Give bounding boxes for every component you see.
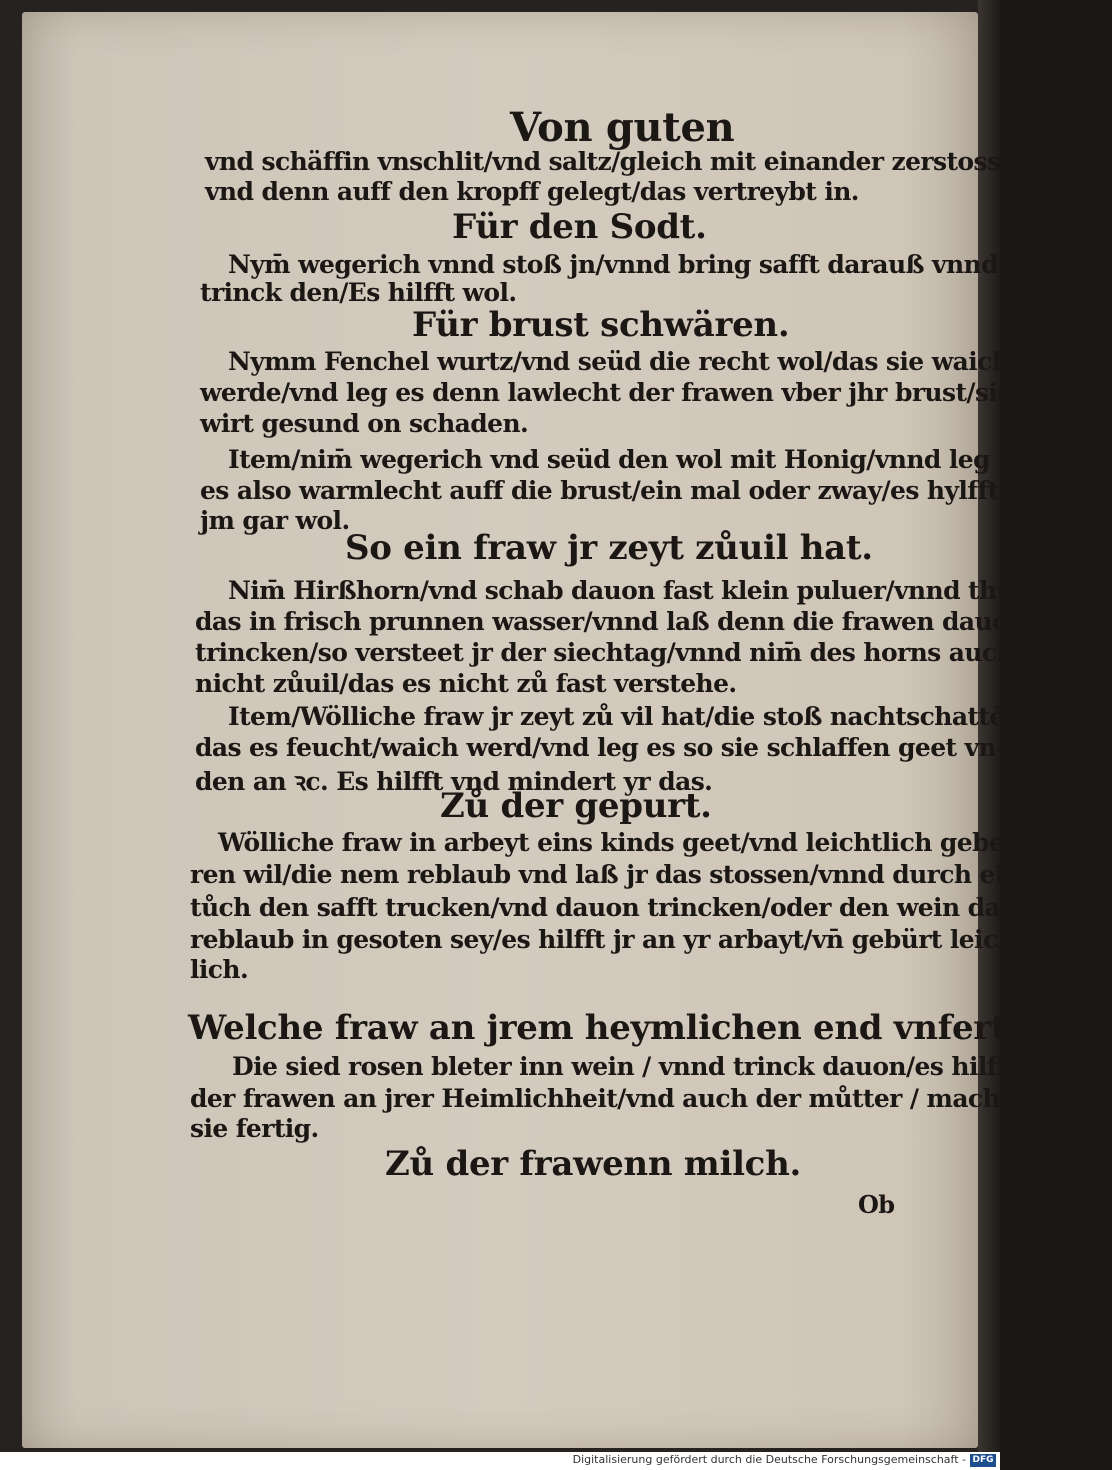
text-line: werde/vnd leg es denn lawlecht der frawen vber jhr brust/sie [200, 378, 1013, 407]
text-line: reblaub in gesoten sey/es hilfft jr an yr arbayt/vn̄ gebürt leicht [190, 925, 1027, 954]
section-heading: Für den Sodt. [452, 207, 707, 247]
text-line: vnd schäffin vnschlit/vnd saltz/gleich mit einander zerstossenn [205, 147, 1051, 176]
text-line: tůch den safft trucken/vnd dauon trincken/oder den wein da [190, 893, 1001, 922]
text-line: der frawen an jrer Heimlichheit/vnd auch der můtter / macht [190, 1084, 1012, 1113]
text-line: sie fertig. [190, 1114, 319, 1143]
text-line: jm gar wol. [200, 506, 350, 535]
text-line: lich. [190, 955, 249, 984]
funding-credit: Digitalisierung gefördert durch die Deutsche Forschungsgemeinschaft - [572, 1453, 966, 1466]
text-line: trincken/so versteet jr der siechtag/vnnd nim̄ des horns auch [195, 638, 1015, 667]
text-line: trinck den/Es hilfft wol. [200, 278, 517, 307]
dfg-logo-icon: DFG [970, 1454, 996, 1467]
section-heading: Zů der frawenn milch. [385, 1144, 802, 1184]
section-heading: Zů der gepurt. [440, 786, 712, 826]
section-heading: Welche fraw an jrem heymlichen end vnfertig ist. [188, 1008, 1112, 1048]
footer-bar [0, 1452, 1000, 1470]
text-line: Die sied rosen bleter inn wein / vnnd trinck dauon/es hilfft [232, 1052, 1019, 1081]
text-line: den an ꝛc. Es hilfft vnd mindert yr das. [195, 767, 713, 796]
section-heading: Für brust schwären. [412, 305, 790, 345]
text-line: Nymm Fenchel wurtz/vnd seüd die recht wol/das sie waich [228, 347, 1010, 376]
text-line: vnd denn auff den kropff gelegt/das vertreybt in. [205, 177, 859, 206]
text-line: das es feucht/waich werd/vnd leg es so sie schlaffen geet vn- [195, 733, 1006, 762]
text-line: Item/nim̄ wegerich vnd seüd den wol mit Honig/vnnd leg [228, 445, 990, 474]
text-line: nicht zůuil/das es nicht zů fast verstehe. [195, 669, 737, 698]
text-line: das in frisch prunnen wasser/vnnd laß denn die frawen dauon [195, 607, 1026, 636]
text-line: Item/Wölliche fraw jr zeyt zů vil hat/die stoß nachtschattē [228, 702, 1005, 731]
text-line: ren wil/die nem reblaub vnd laß jr das stossen/vnnd durch ein [190, 860, 1022, 889]
text-line: Wölliche fraw in arbeyt eins kinds geet/vnd leichtlich gebe [218, 828, 1005, 857]
text-line: wirt gesund on schaden. [200, 409, 529, 438]
text-line: Nim̄ Hirßhorn/vnd schab dauon fast klein puluer/vnnd thů [228, 576, 1015, 605]
running-head: Von guten [510, 104, 735, 151]
catchword: Ob [858, 1190, 895, 1219]
section-heading: So ein fraw jr zeyt zůuil hat. [345, 528, 873, 568]
text-line: es also warmlecht auff die brust/ein mal oder zway/es hylfft [200, 476, 999, 505]
text-line: Nym̄ wegerich vnnd stoß jn/vnnd bring safft darauß vnnd [228, 250, 999, 279]
